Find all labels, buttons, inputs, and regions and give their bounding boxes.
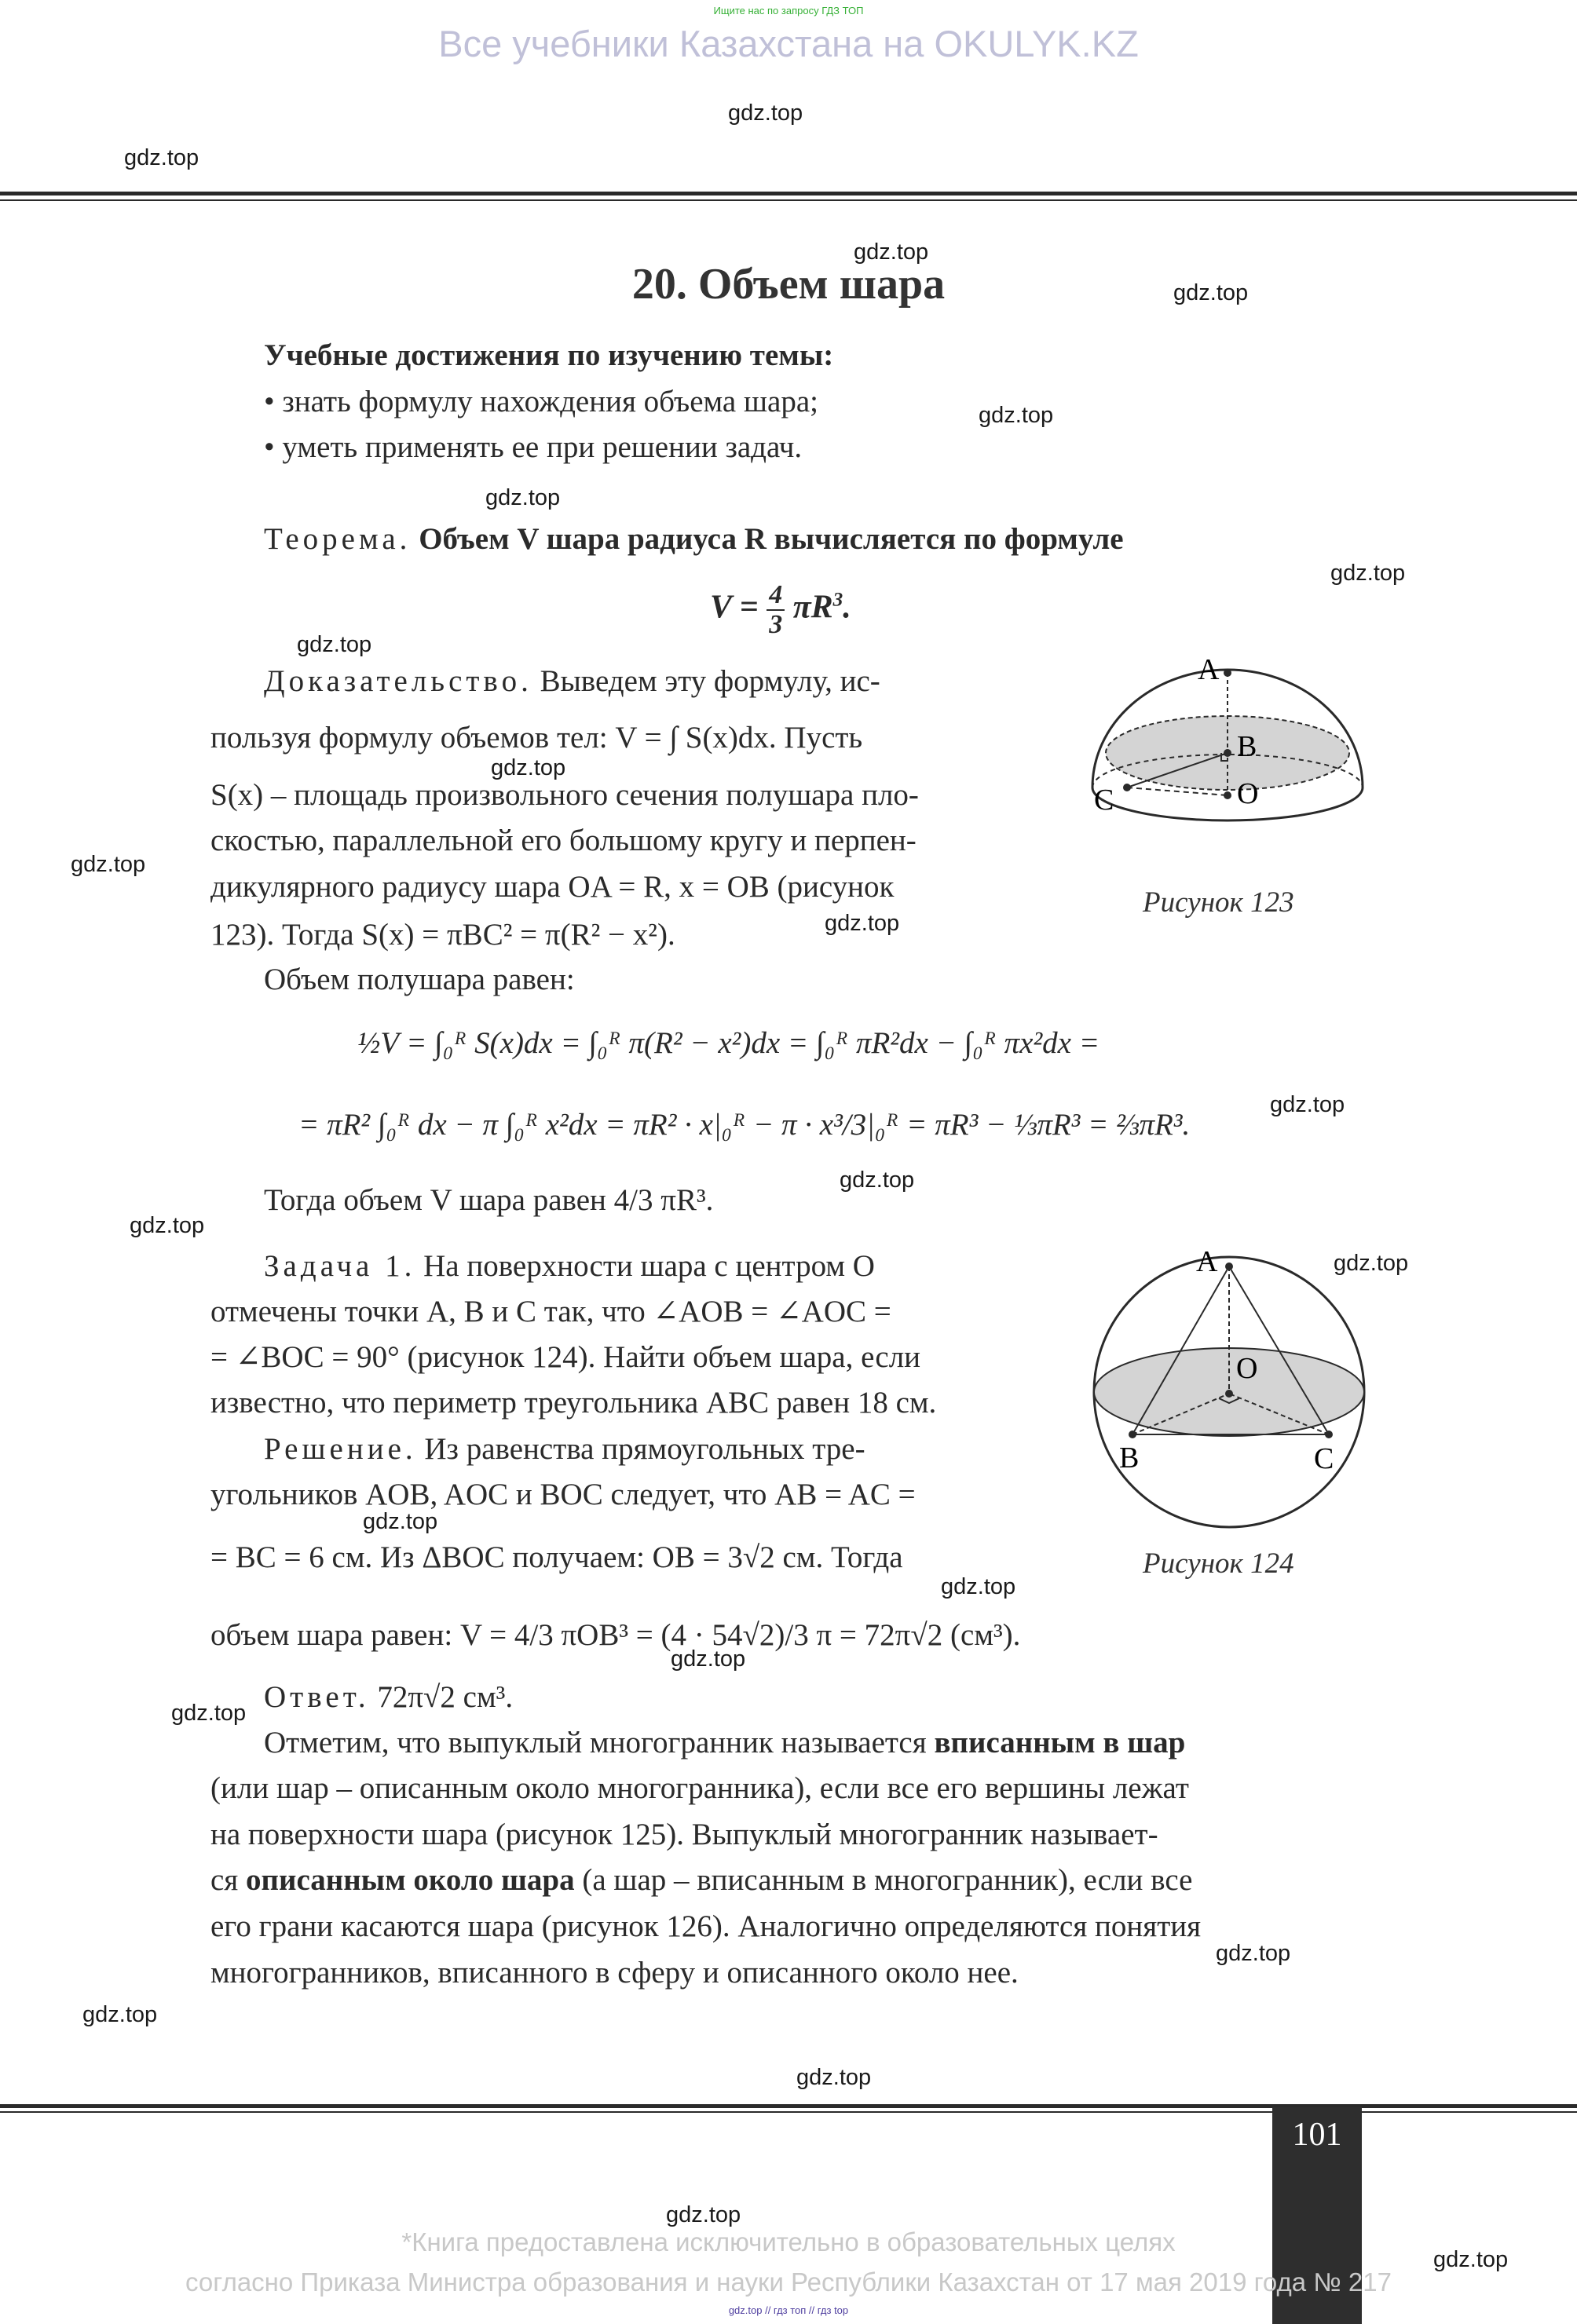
answer-label: Ответ. [264, 1680, 370, 1714]
search-hint-text: Ищите нас по запросу ГДЗ ТОП [713, 5, 864, 16]
definition-line-4: ся описанным около шара (а шар – вписанным в многогранник), если все [210, 1863, 1193, 1897]
footer-disclaimer: *Книга предоставлена исключительно в образовательных целях [401, 2227, 1176, 2256]
proof-line-1: Доказательство. Выведем эту формулу, ис- [264, 664, 880, 698]
proof-line-3: S(x) – площадь произвольного сечения полушара пло- [210, 778, 919, 812]
watermark: gdz.top [796, 2065, 872, 2090]
proof-equation-1: ½V = ∫₀ᴿ S(x)dx = ∫₀ᴿ π(R² − x²)dx = ∫₀ᴿ πR²dx − ∫₀ᴿ πx²dx = [357, 1026, 1100, 1060]
proof-line-5: дикулярного радиусу шара OA = R, x = OB (рисунок [210, 870, 895, 904]
proof-equation-2: = πR² ∫₀ᴿ dx − π ∫₀ᴿ x²dx = πR² · x|₀ᴿ − π · x³/3|₀ᴿ = πR³ − ⅓πR³ = ⅔πR³. [298, 1108, 1191, 1142]
watermark: gdz.top [130, 1213, 205, 1238]
header-rule-thin [0, 199, 1577, 201]
solution-line-3: = BC = 6 см. Из ΔBOC получаем: OB = 3√2 см. Тогда [210, 1540, 903, 1574]
task-line-1: Задача 1. На поверхности шара с центром O [264, 1249, 875, 1283]
theorem-line [264, 524, 1124, 554]
figure-124-caption: Рисунок 124 [1143, 1548, 1294, 1580]
point-label: B [1237, 730, 1257, 763]
solution-line-4: объем шара равен: V = 4/3 πOB³ = (4 · 54√2)/3 π = 72π√2 (см³). [210, 1618, 1021, 1652]
watermark: gdz.top [171, 1701, 247, 1726]
watermark: gdz.top [1173, 280, 1249, 305]
header-rule [0, 192, 1577, 195]
footer-links[interactable]: gdz.top // гдз топ // гдз top [728, 2304, 849, 2316]
objective-item: • уметь применять ее при решении задач. [264, 430, 803, 464]
watermark: gdz.top [491, 755, 566, 780]
watermark: gdz.top [671, 1646, 746, 1672]
task-line-3: = ∠BOC = 90° (рисунок 124). Найти объем шара, если [210, 1340, 921, 1374]
footer-order: согласно Приказа Министра образования и науки Республики Казахстан от 17 мая 2019 года № 217 [185, 2267, 1392, 2297]
figure-123-caption: Рисунок 123 [1143, 886, 1294, 919]
watermark: gdz.top [82, 2002, 158, 2027]
point-label: B [1119, 1442, 1140, 1474]
definition-line-2: (или шар – описанным около многогранника), если все его вершины лежат [210, 1771, 1189, 1805]
task-label: Задача 1. [264, 1249, 416, 1283]
watermark: gdz.top [1330, 561, 1406, 586]
watermark: gdz.top [854, 239, 929, 265]
watermark: gdz.top [1433, 2247, 1509, 2272]
theorem-formula: V = $\frac{4}{3}$ $\pi R^3$. [710, 580, 851, 639]
task-line-2: отмечены точки A, B и C так, что ∠AOB = ∠AOC = [210, 1295, 891, 1328]
definition-line-6: многогранников, вписанного в сферу и описанного около нее. [210, 1956, 1019, 1990]
solution-line-2: угольников AOB, AOC и BOC следует, что AB = AC = [210, 1478, 916, 1511]
watermark: gdz.top [485, 485, 561, 510]
watermark: gdz.top [1270, 1092, 1345, 1117]
proof-line-4: скостью, параллельной его большому кругу и перпен- [210, 824, 917, 857]
watermark: gdz.top [124, 145, 199, 170]
page-number: 101 [1292, 2117, 1342, 2153]
objective-item: • знать формулу нахождения объема шара; [264, 385, 818, 418]
solution-line-1: Решение. Из равенства прямоугольных тре- [264, 1432, 865, 1466]
definition-line-3: на поверхности шара (рисунок 125). Выпуклый многогранник называет- [210, 1818, 1158, 1851]
answer-value: 72π√2 см³. [377, 1680, 514, 1714]
watermark: gdz.top [71, 852, 146, 877]
term-inscribed: вписанным в шар [934, 1726, 1186, 1759]
watermark: gdz.top [979, 403, 1054, 428]
watermark: gdz.top [297, 632, 372, 657]
watermark: gdz.top [666, 2202, 741, 2227]
watermark: gdz.top [941, 1574, 1016, 1599]
point-label: C [1094, 784, 1114, 817]
watermark: gdz.top [728, 100, 803, 126]
proof-line-6: 123). Тогда S(x) = πBC² = π(R² − x²). [210, 918, 675, 952]
point-label: A [1198, 656, 1220, 686]
proof-conclusion: Тогда объем V шара равен 4/3 πR³. [264, 1183, 714, 1217]
point-label: A [1196, 1245, 1218, 1278]
definition-line-5: его грани касаются шара (рисунок 126). Аналогично определяются понятия [210, 1909, 1202, 1943]
solution-label: Решение. [264, 1432, 417, 1466]
site-banner[interactable]: Все учебники Казахстана на OKULYK.KZ [438, 23, 1139, 64]
figure-123-hemisphere [1088, 656, 1370, 883]
definition-line-1: Отметим, что выпуклый многогранник называется вписанным в шар [264, 1726, 1186, 1759]
theorem-label: Теорема. [264, 522, 412, 556]
objectives-heading: Учебные достижения по изучению темы: [264, 338, 834, 372]
proof-label: Доказательство. [264, 664, 532, 698]
point-label: O [1237, 777, 1259, 810]
watermark: gdz.top [840, 1167, 915, 1193]
proof-line-2: пользуя формулу объемов тел: V = ∫ S(x)dx. Пусть [210, 721, 863, 755]
answer-line [264, 1682, 513, 1712]
theorem-text: Объем V шара радиуса R вычисляется по формуле [419, 522, 1124, 556]
term-circumscribed: описанным около шара [246, 1863, 575, 1897]
figure-124-sphere [1084, 1244, 1374, 1535]
point-label: O [1236, 1352, 1258, 1385]
watermark: gdz.top [1216, 1941, 1291, 1966]
point-label: C [1314, 1442, 1334, 1475]
watermark: gdz.top [363, 1509, 438, 1534]
task-line-4: известно, что периметр треугольника ABC равен 18 см. [210, 1386, 937, 1420]
watermark: gdz.top [1334, 1251, 1409, 1276]
watermark: gdz.top [825, 911, 900, 936]
proof-line-7: Объем полушара равен: [264, 963, 575, 996]
section-title: 20. Объем шара [631, 260, 946, 309]
